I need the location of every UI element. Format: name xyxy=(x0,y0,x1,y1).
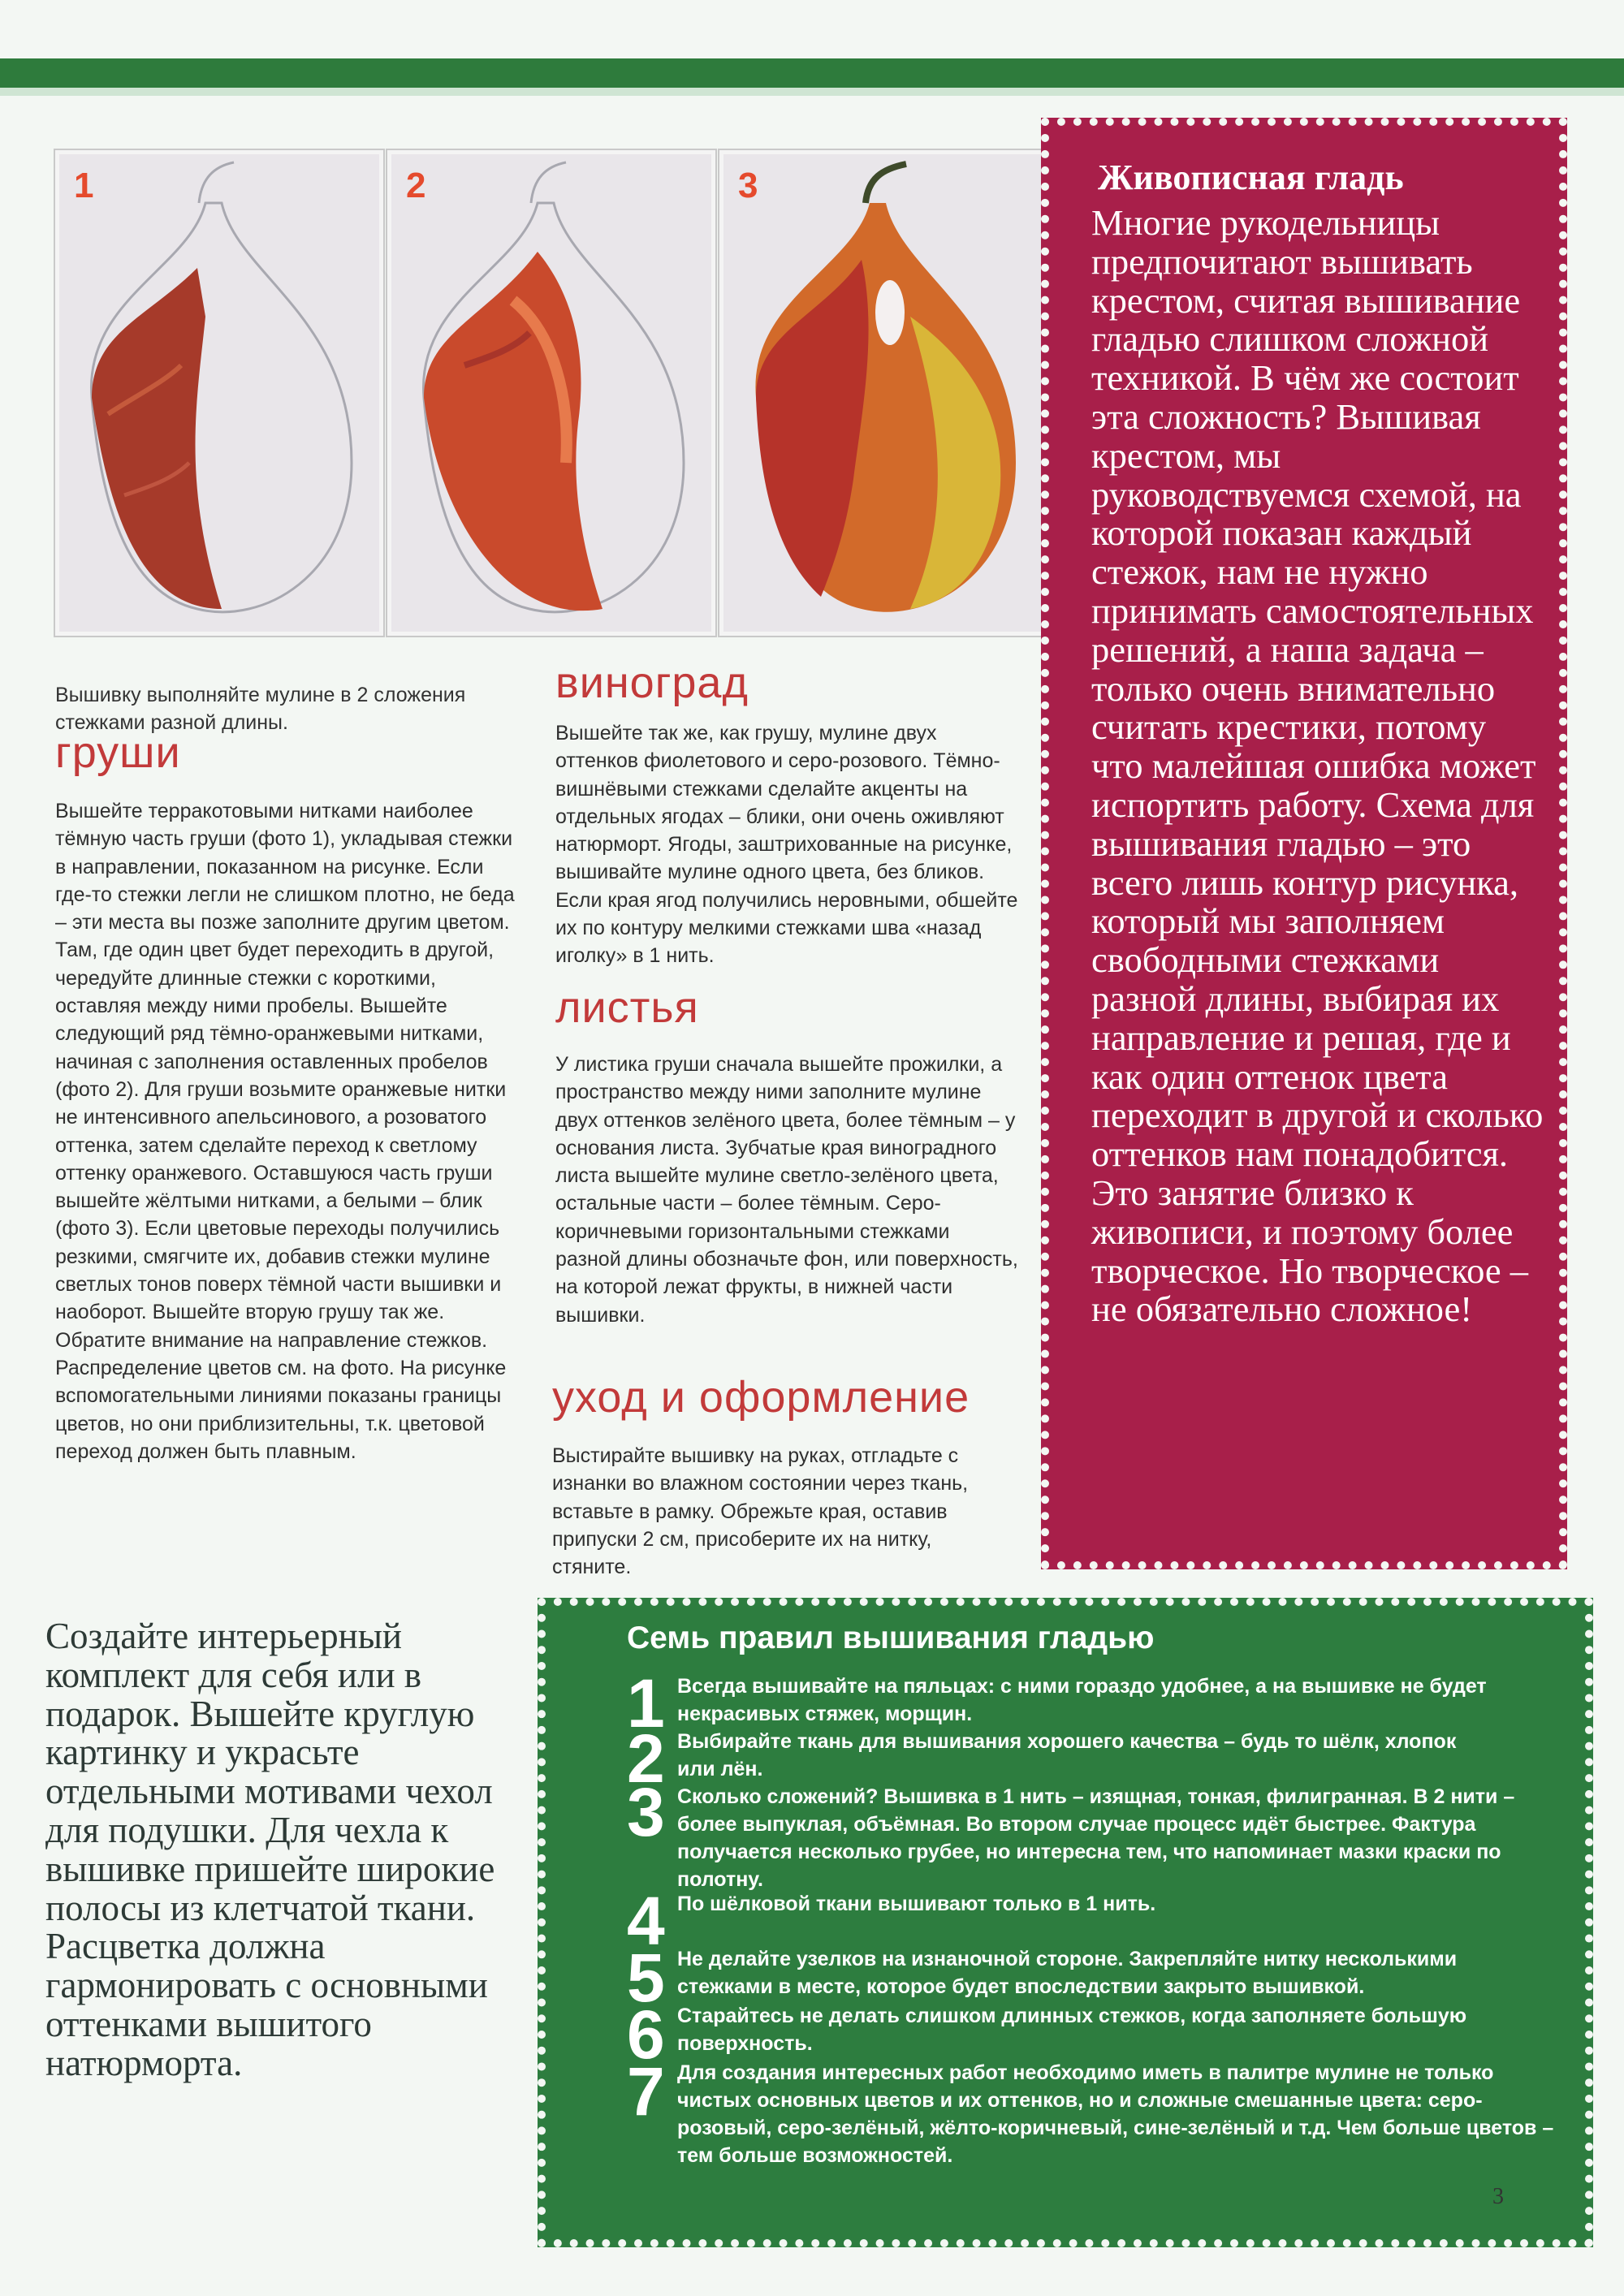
rules-box xyxy=(538,1598,1593,2247)
rule-text-6: Старайтесь не делать слишком длинных стежков, когда заполняете большую поверхность. xyxy=(677,2005,1467,2055)
rule-number-5: 5 xyxy=(627,1940,665,2016)
rule-number-2: 2 xyxy=(627,1720,665,1797)
leaves-heading: листья xyxy=(555,983,699,1032)
photo-number-3: 3 xyxy=(738,166,758,205)
pear-embroidery-2-image xyxy=(391,154,711,632)
rule-text-1: Всегда вышивайте на пяльцах: с ними гораздо удобнее, а на вышивке не будет некрасивых стяжек, морщин. xyxy=(677,1675,1487,1725)
top-green-bar xyxy=(0,58,1624,88)
photo-caption: Вышивку выполняйте мулине в 2 сложения стежками разной длины. xyxy=(55,684,466,734)
pear-embroidery-1-image xyxy=(59,154,379,632)
photo-number-2: 2 xyxy=(406,166,426,205)
grapes-heading: виноград xyxy=(555,658,749,707)
rule-number-4: 4 xyxy=(627,1883,665,1959)
rule-number-3: 3 xyxy=(627,1774,665,1850)
promo-text: Создайте интерьерный комплект для себя или в подарок. Вышейте круглую картинку и украсьте отдельными мотивами чехол для подушки. Для чехла к вышивке пришейте широкие полосы из клетчатой ткани. Расцветка должна гармонировать с основными оттенками вышитого натюрморта. xyxy=(45,1616,495,2083)
rules-title: Семь правил вышивания гладью xyxy=(627,1621,1155,1655)
top-light-stripe xyxy=(0,88,1624,96)
photo-number-1: 1 xyxy=(74,166,94,205)
rule-number-6: 6 xyxy=(627,1996,665,2073)
page-number: 3 xyxy=(1492,2184,1504,2209)
rule-text-4: По шёлковой ткани вышивают только в 1 нить. xyxy=(677,1892,1156,1915)
photo-step-2 xyxy=(387,150,715,636)
rule-number-7: 7 xyxy=(627,2053,665,2130)
sidebar-title: Живописная гладь xyxy=(1098,158,1404,197)
pears-heading: груши xyxy=(55,728,181,777)
photo-step-1 xyxy=(55,150,383,636)
pears-text: Вышейте терракотовыми нитками наиболее тёмную часть груши (фото 1), укладывая стежки в направлении, показанном на рисунке. Если где-то стежки легли не слишком плотно, не беда – эти места вы позже заполните другим цветом. Там, где один цвет будет переходить в другой, чередуйте длинные стежки с короткими, оставляя между ними пробелы. Вышейте следующий ряд тёмно-оранжевыми нитками, начиная с заполнения оставленных пробелов (фото 2). Для груши возьмите оранжевые нитки не интенсивного апельсинового, а розоватого оттенка, затем сделайте переход к светлому оттенку оранжевого. Оставшуюся часть груши вышейте жёлтыми нитками, а белыми – блик (фото 3). Если цветовые переходы получились резкими, смягчите их, добавив стежки мулине светлых тонов поверх тёмной части вышивки и наоборот. Вышейте вторую грушу так же. Обратите внимание на направление стежков. Распределение цветов см. на фото. На рисунке вспомогательными линиями показаны границы цветов, но они приблизительны, т.к. цветовой переход должен быть плавным. xyxy=(55,800,515,1463)
rule-text-2: Выбирайте ткань для вышивания хорошего качества – будь то шёлк, хлопок или лён. xyxy=(677,1730,1457,1780)
pear-embroidery-3-image xyxy=(723,154,1043,632)
rule-number-1: 1 xyxy=(627,1665,665,1741)
sidebar-text: Многие рукодельницы предпочитают вышивать крестом, считая вышивание гладью слишком сложной техникой. В чём же состоит эта сложность? Вышивая крестом, мы руководствуемся схемой, на которой показан каждый стежок, нам не нужно принимать самостоятельных решений, а наша задача – только очень внимательно считать крестики, потому что малейшая ошибка может испортить работу. Схема для вышивания гладью – это всего лишь контур рисунка, который мы заполняем свободными стежками разной длины, выбирая их направление и решая, где и как один оттенок цвета переходит в другой и сколько оттенков нам понадобится. Это занятие близко к живописи, и поэтому более творческое. Но творческое – не обязательно сложное! xyxy=(1091,202,1544,1330)
care-text: Выстирайте вышивку на руках, отгладьте с изнанки во влажном состоянии через ткань, вставьте в рамку. Обрежьте края, оставив припуски 2 см, присоберите их на нитку, стяните. xyxy=(552,1444,969,1579)
leaves-text: У листика груши сначала вышейте прожилки, а пространство между ними заполните мулине двух оттенков зелёного цвета, более тёмным – у основания листа. Зубчатые края виноградного листа вышейте мулине светло-зелёного цвета, остальные части – более тёмным. Серо-коричневыми горизонтальными стежками разной длины обозначьте фон, или поверхность, на которой лежат фрукты, в нижней части вышивки. xyxy=(555,1053,1018,1327)
rule-text-7: Для создания интересных работ необходимо иметь в палитре мулине не только чистых основных цветов и их оттенков, но и сложные смешанные цвета: серо-розовый, серо-зелёный, жёлто-коричневый, сине-зелёный и т.д. Чем больше цветов – тем больше возможностей. xyxy=(677,2061,1554,2167)
sidebar-box xyxy=(1041,118,1567,1569)
rule-text-3: Сколько сложений? Вышивка в 1 нить – изящная, тонкая, филигранная. В 2 нити – более выпуклая, объёмная. Во втором случае процесс идёт быстрее. Фактура получается несколько грубее, но интересна тем, что напоминает мазки краски по полотну. xyxy=(677,1785,1515,1891)
photo-step-3 xyxy=(719,150,1047,636)
care-heading: уход и оформление xyxy=(552,1373,970,1422)
grapes-text: Вышейте так же, как грушу, мулине двух оттенков фиолетового и серо-розового. Тёмно-вишнёвыми стежками сделайте акценты на отдельных ягодах – блики, они очень оживляют натюрморт. Ягоды, заштрихованные на рисунке, вышивайте мулине одного цвета, без бликов. Если края ягод получились неровными, обшейте их по контуру мелкими стежками шва «назад иголку» в 1 нить. xyxy=(555,722,1018,968)
rule-text-5: Не делайте узелков на изнаночной стороне. Закрепляйте нитку несколькими стежками в месте, которое будет впоследствии закрыто вышивкой. xyxy=(677,1948,1458,1998)
